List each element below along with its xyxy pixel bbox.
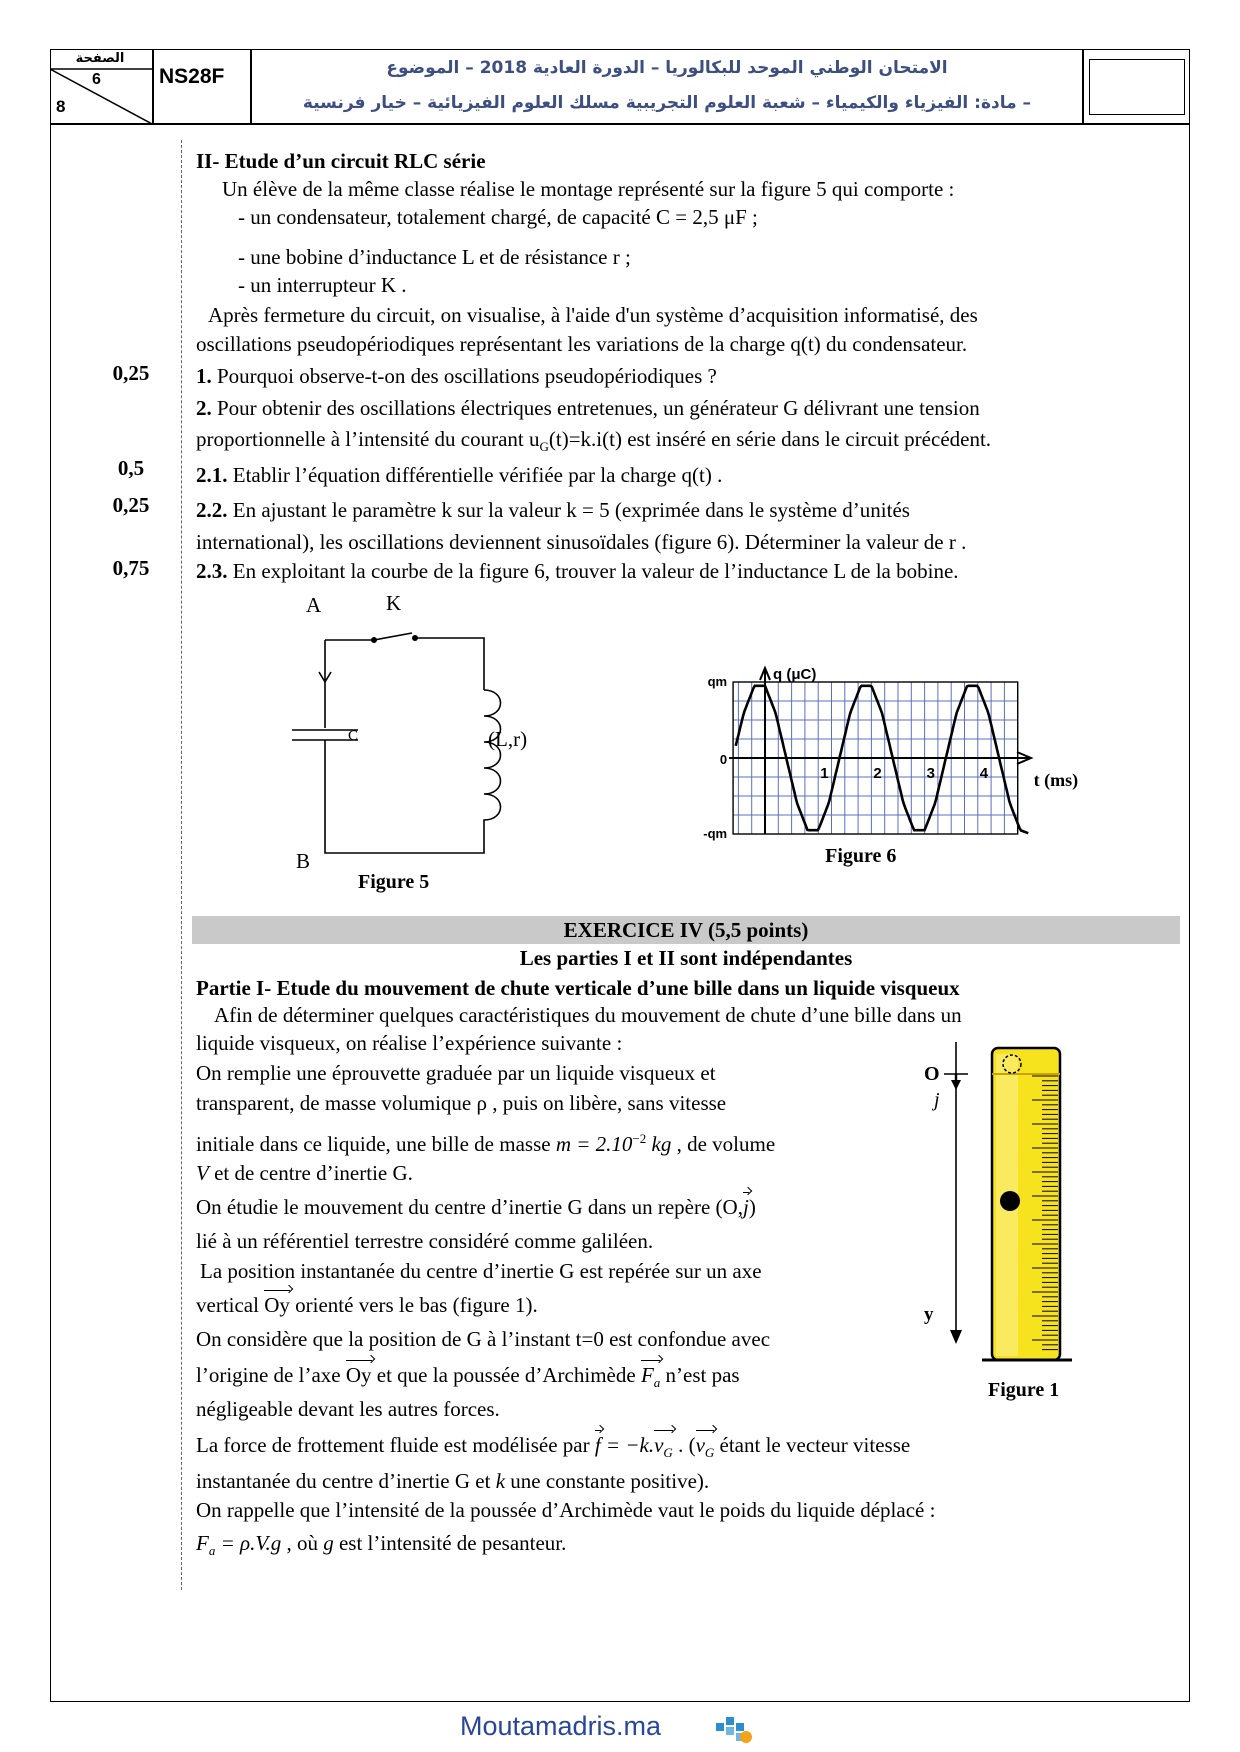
part1-line9: La position instantanée du centre d’inertie G est repérée sur un axe — [200, 1259, 762, 1283]
y-tick-label: -qm — [703, 826, 728, 841]
l5-post: , de volume — [671, 1132, 776, 1156]
fig5-label-a: A — [306, 593, 322, 617]
figure5-circuit — [270, 590, 570, 895]
question-2-1 — [196, 462, 722, 488]
l7-post: ) — [748, 1195, 756, 1219]
fig1-label-o: O — [924, 1063, 940, 1085]
exam-title — [252, 49, 1082, 125]
chart-series — [736, 686, 1029, 833]
x-tick-label: 3 — [926, 765, 935, 782]
l5-unit: kg — [646, 1132, 672, 1156]
l12-force-sub: a — [653, 1375, 661, 1390]
l14-vector-vg2 — [696, 1432, 715, 1466]
l7-pre: On étudie le mouvement du centre d’inertie G dans un repère (O, — [196, 1195, 743, 1219]
question-2-2-line2: international), les oscillations deviennent sinusoïdales (figure 6). Déterminer la valeur de r . — [196, 530, 967, 554]
fig5-label-c: C — [348, 728, 359, 744]
header-empty-box — [1082, 49, 1190, 125]
fig1-ball — [1000, 1191, 1020, 1211]
switch-contact-left — [371, 637, 377, 643]
part2-item-coil: - une bobine d’inductance L et de résistance r ; — [238, 245, 631, 269]
part2-item-switch: - un interrupteur K . — [238, 273, 407, 297]
l17-f-sub: a — [208, 1543, 216, 1558]
part2-item-capacitor: - un condensateur, totalement chargé, de capacité C = 2,5 μF ; — [238, 205, 758, 229]
part1-line14 — [196, 1432, 910, 1466]
fig5-label-k: K — [386, 591, 402, 615]
q21-text: Etablir l’équation différentielle vérifiée par la charge q(t) . — [227, 463, 723, 487]
part1-line10 — [196, 1292, 538, 1318]
q1-text: Pourquoi observe-t-on des oscillations pseudopériodiques ? — [211, 364, 717, 388]
chart-caption: Figure 6 — [825, 845, 897, 867]
l12-post: n’est pas — [660, 1363, 740, 1387]
y-tick-label: 0 — [719, 752, 728, 767]
series-q-curve — [736, 686, 1029, 833]
question-2-2 — [196, 497, 910, 523]
points-q1: 0,25 — [112, 361, 150, 385]
part1-line15 — [196, 1468, 709, 1494]
q2-text-b-sub: G — [539, 439, 549, 454]
l10-pre: vertical — [196, 1293, 265, 1317]
l10-post: orienté vers le bas (figure 1). — [289, 1293, 538, 1317]
l17-post: est l’intensité de pesanteur. — [333, 1531, 567, 1555]
part1-line6 — [196, 1160, 413, 1186]
fig1-label-y: y — [924, 1304, 934, 1325]
l7-vector-j: j — [742, 1195, 749, 1219]
l17-f: F — [196, 1531, 209, 1555]
l12-pre: l’origine de l’axe — [196, 1363, 346, 1387]
question-2 — [196, 395, 980, 421]
x-axis-title: t (ms) — [1033, 770, 1079, 790]
q21-number: 2.1. — [196, 463, 228, 487]
l12-force-f: F — [640, 1363, 654, 1387]
l14-eq: = −k. — [600, 1433, 655, 1457]
x-tick-label: 1 — [820, 765, 829, 782]
q22-number: 2.2. — [196, 498, 228, 522]
fig5-caption: Figure 5 — [358, 871, 430, 893]
q2-text-b-pre: proportionnelle à l’intensité du courant u — [196, 427, 540, 451]
l17-g: g — [323, 1531, 334, 1555]
page-number: 6 — [92, 71, 101, 88]
part1-line1: Afin de déterminer quelques caractéristiques du mouvement de chute d’une bille dans un — [214, 1003, 962, 1027]
x-tick-label: 4 — [979, 765, 989, 782]
figure1-cylinder — [910, 1030, 1110, 1415]
l10-axis-oy: Oy — [264, 1293, 290, 1317]
l5-pre: initiale dans ce liquide, une bille de masse — [196, 1132, 556, 1156]
page-header — [50, 49, 1190, 125]
l14-v-sub: G — [663, 1445, 673, 1460]
l15-pre: instantanée du centre d’inertie G et — [196, 1469, 496, 1493]
wire-top-right — [416, 638, 484, 690]
switch-contact-right — [412, 635, 418, 641]
logo-cubes-icon — [714, 1713, 754, 1747]
q22-text-a: En ajustant le paramètre k sur la valeur k = 5 (exprimée dans le système d’unités — [227, 498, 910, 522]
q2-number: 2. — [196, 396, 212, 420]
q1-number: 1. — [196, 364, 212, 388]
part1-line8: lié à un référentiel terrestre considéré comme galiléen. — [196, 1229, 654, 1253]
part1-line17 — [196, 1530, 566, 1564]
l12-mid: et que la poussée d’Archimède — [371, 1363, 641, 1387]
l15-post: une constante positive). — [505, 1469, 710, 1493]
l6-text: et de centre d’inertie G. — [208, 1161, 413, 1185]
part1-line4: transparent, de masse volumique ρ , puis on libère, sans vitesse — [196, 1091, 727, 1115]
part1-line3: On remplie une éprouvette graduée par un liquide visqueux et — [196, 1061, 716, 1085]
y-tick-label: qm — [707, 674, 728, 689]
fig1-caption: Figure 1 — [988, 1379, 1060, 1401]
l14-v: v — [654, 1433, 664, 1457]
exam-code: NS28F — [154, 49, 252, 125]
part2-intro: Un élève de la même classe réalise le montage représenté sur la figure 5 qui comporte : — [222, 177, 955, 201]
switch-blade — [374, 633, 412, 640]
page-number-box — [50, 49, 154, 125]
figure6-chart — [690, 620, 1110, 900]
fig1-label-j: j — [934, 1089, 940, 1111]
logo-text: Moutamadris.ma — [460, 1711, 662, 1741]
part1-line11: On considère que la position de G à l’instant t=0 est confondue avec — [196, 1327, 771, 1351]
exercise4-subtitle: Les parties I et II sont indépendantes — [519, 946, 853, 970]
part1-line2: liquide visqueux, on réalise l’expérience suivante : — [196, 1031, 623, 1055]
page-label: الصفحة — [75, 51, 125, 66]
l14-v2-sub: G — [704, 1445, 715, 1460]
question-1 — [196, 363, 717, 389]
chart-labels — [703, 666, 1078, 867]
l14-v2: v — [695, 1433, 705, 1457]
wire-bottom — [325, 740, 484, 853]
exam-title-line1: الامتحان الوطني الموحد للبكالوريا – الدورة العادية 2018 – الموضوع — [386, 58, 948, 78]
margin-divider — [181, 140, 182, 1590]
l15-k: k — [495, 1469, 506, 1493]
part2-title: II- Etude d’un circuit RLC série — [196, 149, 486, 173]
l14-post: étant le vecteur vitesse — [714, 1433, 911, 1457]
part2-para1: Après fermeture du circuit, on visualise, à l'aide d'un système d’acquisition informatisé, des — [208, 303, 978, 327]
question-2-3 — [196, 558, 959, 584]
page-total: 8 — [56, 97, 66, 116]
fig5-label-b: B — [296, 849, 311, 873]
l12-force-fa — [641, 1362, 660, 1396]
l12-axis-oy: Oy — [345, 1363, 372, 1387]
part1-line5 — [196, 1126, 775, 1157]
l6-volume: V — [196, 1161, 209, 1185]
exam-title-line2: – مادة: الفيزياء والكيمياء – شعبة العلوم التجريبية مسلك العلوم الفيزيائية – خيار فرنسية — [302, 93, 1032, 113]
header-inner-box — [1089, 59, 1185, 115]
l14-vector-f: f — [594, 1433, 601, 1457]
part1-line16: On rappelle que l’intensité de la poussée d’Archimède vaut le poids du liquide déplacé : — [196, 1498, 936, 1522]
part1-line13: négligeable devant les autres forces. — [196, 1397, 500, 1421]
coil — [484, 690, 501, 836]
fig5-label-coil: (L,r) — [488, 727, 528, 751]
points-q22: 0,25 — [112, 493, 150, 517]
y-axis-title: q (μC) — [773, 666, 817, 683]
l5-exponent: −2 — [632, 1131, 647, 1146]
q2-text-a: Pour obtenir des oscillations électriques entretenues, un générateur G délivrant une tension — [211, 396, 980, 420]
exercise4-header: EXERCICE IV (5,5 points) — [192, 916, 1180, 944]
fig1-axis-arrow — [950, 1330, 962, 1344]
l17-eq: = ρ.V.g — [215, 1531, 282, 1555]
q2-text-b-post: (t)=k.i(t) est inséré en série dans le circuit précédent. — [548, 427, 992, 451]
points-q23: 0,75 — [112, 556, 150, 580]
part2-para2: oscillations pseudopériodiques représentant les variations de la charge q(t) du condensateur. — [196, 332, 968, 356]
l14-pre: La force de frottement fluide est modélisée par — [196, 1433, 595, 1457]
footer-logo — [460, 1711, 780, 1747]
points-q21: 0,5 — [117, 456, 145, 480]
part1-title: Partie I- Etude du mouvement de chute verticale d’une bille dans un liquide visqueux — [196, 976, 960, 1000]
question-2-line2 — [196, 426, 991, 460]
part1-line12 — [196, 1362, 740, 1396]
q23-text: En exploitant la courbe de la figure 6, trouver la valeur de l’inductance L de la bobine. — [227, 559, 959, 583]
l14-vector-vg — [654, 1432, 673, 1466]
l5-mass: m = 2.10 — [555, 1132, 633, 1156]
l14-mid: . ( — [672, 1433, 696, 1457]
l17-mid: , où — [281, 1531, 324, 1555]
x-tick-label: 2 — [873, 765, 882, 782]
part1-line7 — [196, 1194, 756, 1220]
chart-axes — [729, 668, 1031, 834]
q23-number: 2.3. — [196, 559, 228, 583]
